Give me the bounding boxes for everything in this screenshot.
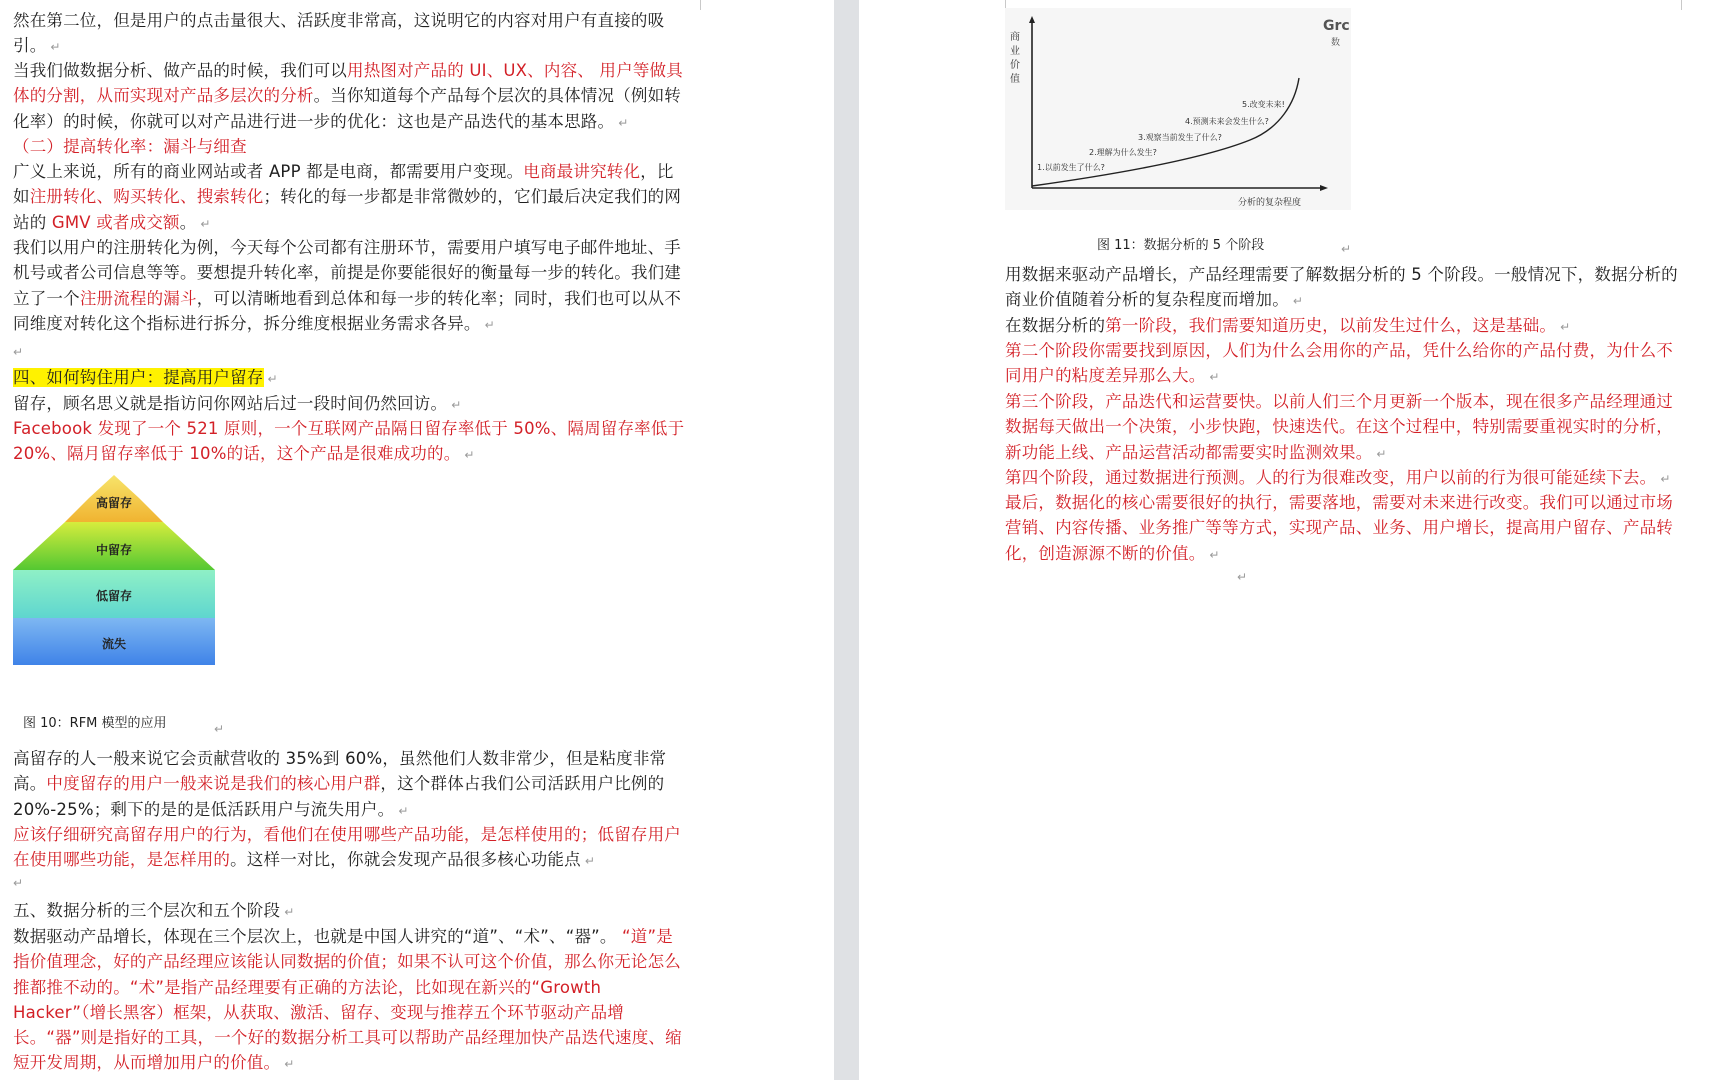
margin-mark <box>1681 0 1682 10</box>
subheading: （二）提高转化率：漏斗与细查 <box>13 137 247 156</box>
x-axis-label: 分析的复杂程度 <box>1238 198 1302 208</box>
y-axis-label-char: 价 <box>1010 60 1020 71</box>
paragraph: 在数据分析的第一阶段，我们需要知道历史，以前发生过什么，这是基础。 ↵ <box>1005 316 1571 335</box>
page-gutter <box>834 0 859 1080</box>
paragraph: 用数据来驱动产品增长，产品经理需要了解数据分析的 5 个阶段。一般情况下，数据分析的商业价值随着分析的复杂程度而增加。 ↵ <box>1005 265 1678 310</box>
section-heading: 五、数据分析的三个层次和五个阶段 ↵ <box>13 901 295 920</box>
paragraph: 第四个阶段，通过数据进行预测。人的行为很难改变，用户以前的行为很可能延续下去。 ↵ <box>1005 468 1671 487</box>
stage-label-3: 3.观察当前发生了什么? <box>1138 133 1222 142</box>
paragraph: 然在第二位，但是用户的点击量很大、活跃度非常高，这说明它的内容对用户有直接的吸引。 ↵ <box>13 11 665 56</box>
pyramid-label-low: 低留存 <box>95 589 133 603</box>
paragraph: 高留存的人一般来说它会贡献营收的 35%到 60%，虽然他们人数非常少，但是粘度非常高。中度留存的用户一般来说是我们的核心用户群，这个群体占我们公司活跃用户比例的 20%-25%；剩下的是的是低活跃用户与流失用户。 ↵ <box>13 749 667 819</box>
figure-caption: 图 10：RFM 模型的应用 <box>23 716 167 731</box>
corner-text-sub: 数 <box>1331 38 1341 48</box>
paragraph: 第三个阶段，产品迭代和运营要快。以前人们三个月更新一个版本，现在很多产品经理通过数据每天做出一个决策，小步快跑，快速迭代。在这个过程中，特别需要重视实时的分析，新功能上线、产品运营活动都需要实时监测效果。 ↵ <box>1005 392 1673 462</box>
paragraph-mark: ↵ <box>1237 570 1248 584</box>
analysis-stages-figure <box>1005 8 1351 210</box>
paragraph-mark: ↵ <box>13 345 24 359</box>
paragraph-mark: ↵ <box>1341 242 1352 256</box>
paragraph: 应该仔细研究高留存用户的行为，看他们在使用哪些产品功能，是怎样使用的；低留存用户在使用哪些功能，是怎样用的。这样一对比，你就会发现产品很多核心功能点 ↵ <box>13 825 681 870</box>
retention-pyramid-figure <box>13 475 215 665</box>
document-page-left <box>0 0 834 1080</box>
figure-caption: 图 11：数据分析的 5 个阶段 <box>1097 238 1265 253</box>
paragraph: 第二个阶段你需要找到原因，人们为什么会用你的产品，凭什么给你的产品付费，为什么不同用户的粘度差异那么大。 ↵ <box>1005 341 1673 386</box>
paragraph: 数据驱动产品增长，体现在三个层次上，也就是中国人讲究的“道”、“术”、“器”。 “道”是指价值理念，好的产品经理应该能认同数据的价值；如果不认可这个价值，那么你无论怎么推都推不动的。“术”是指产品经理要有正确的方法论，比如现在新兴的“Growth Hacker”（增长黑客）框架，从获取、激活、留存、变现与推荐五个环节驱动产品增长。“器”则是指好的工具，一个好的数据分析工具可以帮助产品经理加快产品迭代速度、缩短开发周期，从而增加用户的价值。 ↵ <box>13 927 682 1073</box>
paragraph: 广义上来说，所有的商业网站或者 APP 都是电商，都需要用户变现。电商最讲究转化，比如注册转化、购买转化、搜索转化；转化的每一步都是非常微妙的，它们最后决定我们的网站的 GMV 或者成交额。 ↵ <box>13 162 682 232</box>
paragraph: 当我们做数据分析、做产品的时候，我们可以用热图对产品的 UI、UX、内容、 用户等做具体的分割，从而实现对产品多层次的分析。当你知道每个产品每个层次的具体情况（例如转化率）的时候，你就可以对产品进行进一步的优化：这也是产品迭代的基本思路。 ↵ <box>13 61 683 131</box>
document-page-right <box>859 0 1715 1080</box>
paragraph: 我们以用户的注册转化为例，今天每个公司都有注册环节，需要用户填写电子邮件地址、手机号或者公司信息等等。要想提升转化率，前提是你要能很好的衡量每一步的转化。我们建立了一个注册流程的漏斗，可以清晰地看到总体和每一步的转化率；同时，我们也可以从不同维度对转化这个指标进行拆分，拆分维度根据业务需求各异。 ↵ <box>13 238 682 333</box>
stage-label-5: 5.改变未来! <box>1242 100 1285 109</box>
corner-text: Grc <box>1323 18 1350 34</box>
stage-label-2: 2.理解为什么发生? <box>1089 148 1157 157</box>
paragraph-mark: ↵ <box>13 876 24 890</box>
stage-label-4: 4.预测未来会发生什么? <box>1185 117 1269 126</box>
margin-mark <box>700 0 701 10</box>
paragraph: 最后，数据化的核心需要很好的执行，需要落地，需要对未来进行改变。我们可以通过市场营销、内容传播、业务推广等等方式，实现产品、业务、用户增长，提高用户留存、产品转化，创造源源不断的价值。 ↵ <box>1005 493 1673 563</box>
paragraph: Facebook 发现了一个 521 原则，一个互联网产品隔日留存率低于 50%、隔周留存率低于 20%、隔月留存率低于 10%的话，这个产品是很难成功的。 ↵ <box>13 419 685 464</box>
paragraph-mark: ↵ <box>214 722 225 736</box>
pyramid-label-high: 高留存 <box>95 496 133 510</box>
stage-label-1: 1.以前发生了什么? <box>1037 163 1105 172</box>
pyramid-label-mid: 中留存 <box>95 543 133 557</box>
paragraph: 留存，顾名思义就是指访问你网站后过一段时间仍然回访。 ↵ <box>13 394 462 413</box>
section-heading: 四、如何钩住用户：提高用户留存 ↵ <box>13 368 278 387</box>
y-axis-label-char: 商 <box>1010 32 1020 43</box>
y-axis-label-char: 业 <box>1010 46 1020 57</box>
y-axis-label-char: 值 <box>1010 74 1020 85</box>
pyramid-label-lost: 流失 <box>101 637 127 651</box>
